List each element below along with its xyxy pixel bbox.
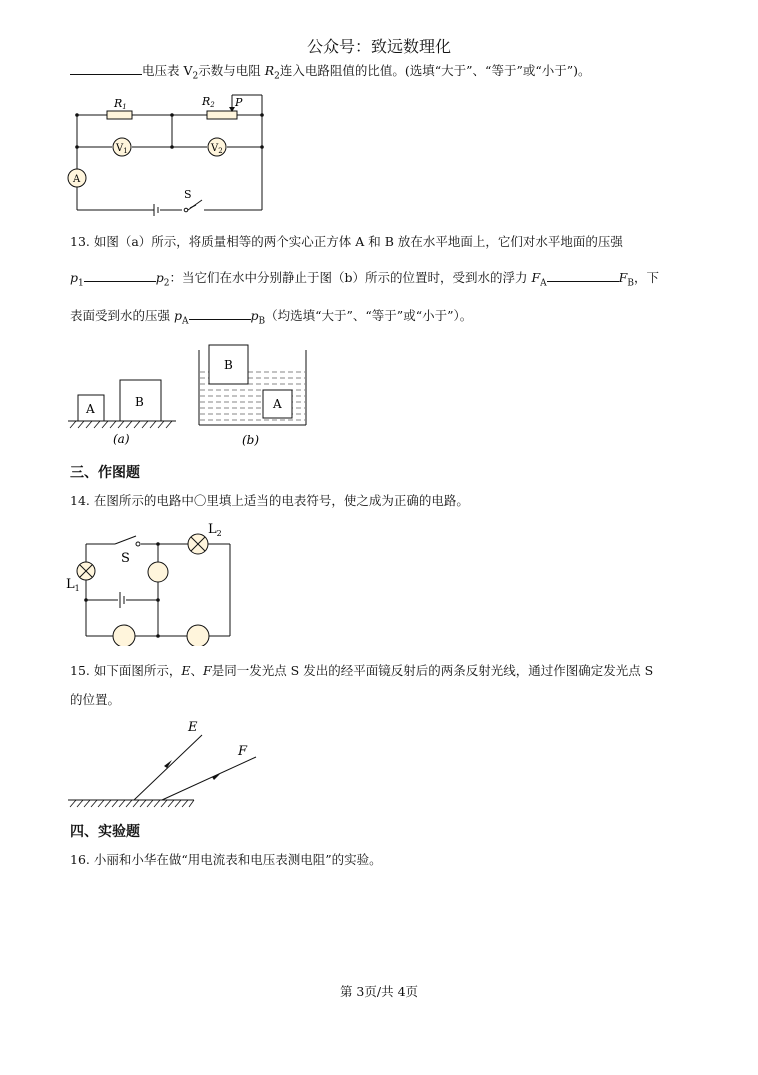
svg-text:F: F — [238, 744, 248, 759]
q13-figure-a — [66, 375, 181, 447]
q14-text: 14. 在图所示的电路中〇里填上适当的电表符号，使之成为正确的电路。 — [70, 493, 469, 508]
svg-text:L2: $L_2$ — [208, 522, 222, 538]
q13-line2: $p_1$ $p_2$：当它们在水中分别静止于图（b）所示的位置时，受到水的浮力 $F_A$ $F_B$，下 — [70, 270, 659, 289]
rheostat-r2 — [207, 111, 237, 119]
q13-line3: 表面受到水的压强 $p_A$ $p_B$（均选填“大于”、“等于”或“小于”）。 — [70, 308, 473, 327]
svg-text:S: S — [184, 188, 192, 201]
svg-text:E: E — [188, 720, 198, 735]
svg-text:P: P — [235, 96, 243, 109]
svg-text:S: S — [121, 551, 130, 566]
q15-line1: 15. 如下面图所示，E、F是同一发光点 S 发出的经平面镜反射后的两条反射光线，通过作图确定发光点 S — [70, 663, 654, 678]
svg-text:R2: R2 — [202, 95, 215, 109]
q16-text: 16. 小丽和小华在做“用电流表和电压表测电阻”的实验。 — [70, 852, 382, 867]
page-footer: 第 3页/共 4页 — [339, 984, 419, 999]
ray-f — [162, 757, 256, 800]
svg-text:B: B — [135, 395, 144, 409]
svg-text:V2: $V_2$ — [211, 143, 223, 155]
answer-blank[interactable] — [547, 269, 619, 282]
svg-text:R1: R1 — [114, 97, 127, 111]
svg-text:A: A — [73, 174, 81, 185]
lamp-l1 — [77, 562, 95, 580]
meter-slot-3[interactable] — [187, 625, 209, 646]
page-header: 公众号：致远数理化 — [306, 37, 451, 56]
q12-text: 电压表 $V_2$示数与电阻 $R_2$连入电路阻值的比值。(选填“大于”、“等于”或“小于”)。 — [70, 62, 591, 86]
ray-e — [134, 735, 202, 800]
answer-blank[interactable] — [189, 307, 251, 320]
meter-slot-1[interactable] — [148, 562, 168, 582]
q15-line2: 的位置。 — [70, 692, 121, 707]
section-title-drawing: 三、作图题 — [70, 465, 140, 481]
q15-mirror-diagram — [66, 715, 266, 813]
resistor-r1 — [107, 111, 132, 119]
section-title-experiment: 四、实验题 — [70, 824, 140, 840]
q13-line1: 13. 如图（a）所示，将质量相等的两个实心正方体 A 和 B 放在水平地面上，它们对水平地面的压强 — [70, 234, 623, 249]
svg-text:(a): (a) — [113, 432, 130, 446]
svg-text:A: A — [273, 397, 282, 411]
svg-text:V1: $V_1$ — [116, 143, 128, 155]
answer-blank[interactable] — [84, 269, 156, 282]
q14-circuit-diagram — [62, 518, 242, 646]
meter-slot-2[interactable] — [113, 625, 135, 646]
q12-circuit-diagram — [62, 90, 272, 220]
svg-text:(b): (b) — [242, 433, 260, 447]
lamp-l2 — [188, 534, 208, 554]
svg-text:L1: $L_1$ — [66, 577, 80, 593]
svg-text:B: B — [224, 358, 233, 372]
q13-figure-b — [190, 340, 315, 450]
answer-blank[interactable] — [70, 62, 142, 75]
svg-text:A: A — [86, 402, 95, 416]
